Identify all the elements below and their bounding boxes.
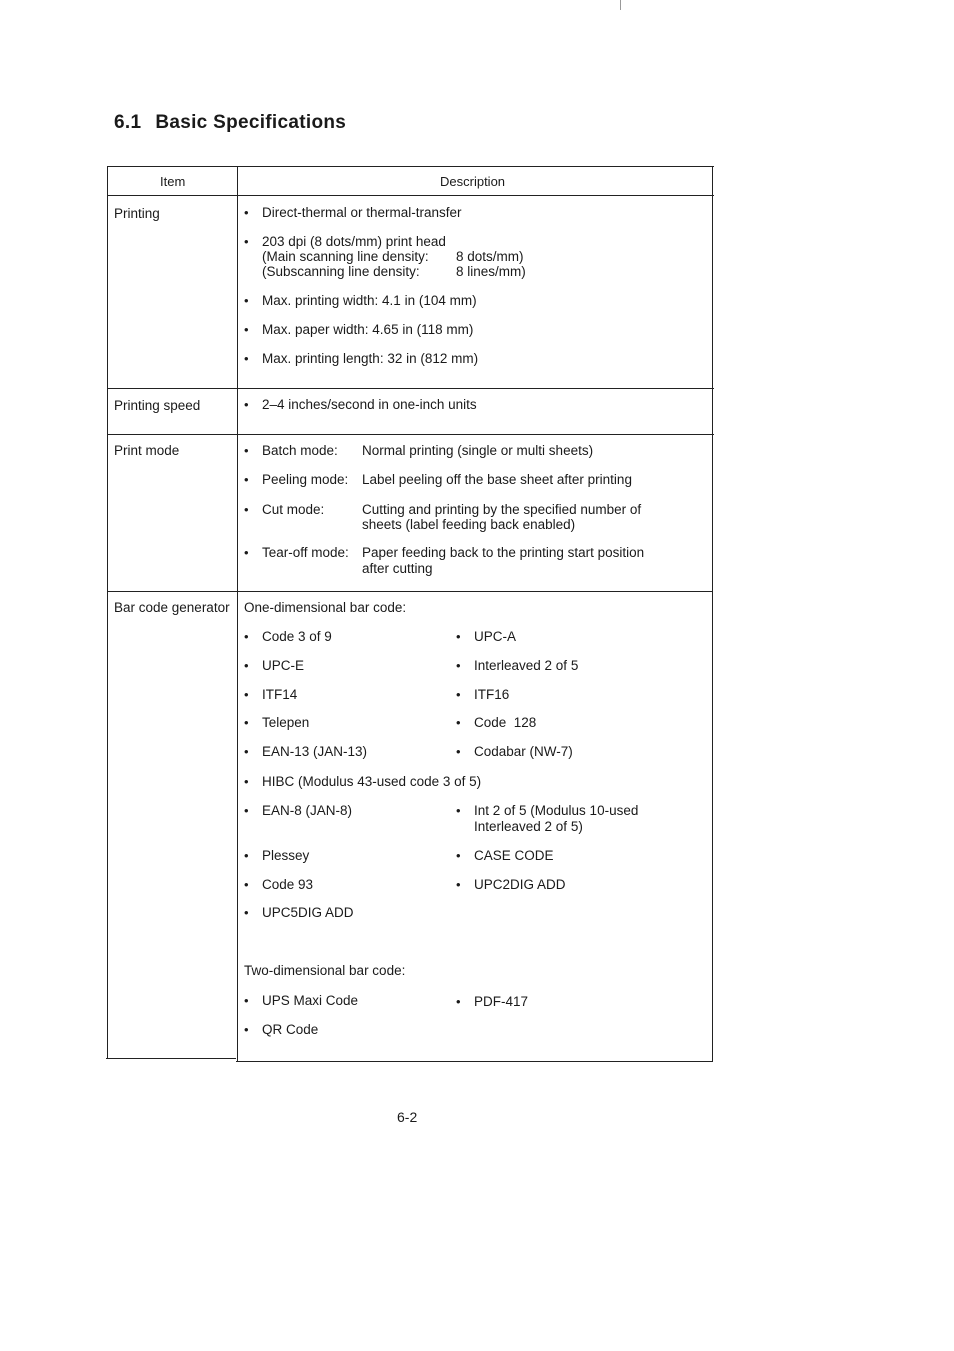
bullet: • <box>456 994 461 1009</box>
list-item-detail: (Main scanning line density: <box>262 249 429 264</box>
bullet: • <box>456 658 461 673</box>
bullet: • <box>456 877 461 892</box>
barcode-item: EAN-8 (JAN-8) <box>262 803 353 818</box>
bullet: • <box>456 803 461 818</box>
table-border-top <box>108 166 714 167</box>
header-item: Item <box>160 174 186 189</box>
item-bar-code-generator: Bar code generator <box>114 600 230 615</box>
barcode-item: HIBC (Modulus 43-used code 3 of 5) <box>262 774 482 789</box>
list-item: 2–4 inches/second in one-inch units <box>262 397 477 412</box>
one-d-heading: One-dimensional bar code: <box>244 600 407 615</box>
bullet: • <box>456 715 461 730</box>
row-divider <box>107 591 713 592</box>
section-title <box>114 112 346 134</box>
list-item: 203 dpi (8 dots/mm) print head <box>262 234 446 249</box>
barcode-item: UPC2DIG ADD <box>474 877 566 892</box>
bullet: • <box>244 687 249 702</box>
barcode-item: Code 93 <box>262 877 314 892</box>
list-item: Direct-thermal or thermal-transfer <box>262 205 462 220</box>
barcode-item: Telepen <box>262 715 310 730</box>
mode-description: Cutting and printing by the specified number of <box>362 502 642 517</box>
section-title-text: Basic Specifications <box>155 112 347 133</box>
table-border-left <box>107 166 108 1059</box>
barcode-item: UPC-E <box>262 658 305 673</box>
list-item-detail: (Subscanning line density: <box>262 264 420 279</box>
mode-label: Cut mode: <box>262 502 325 517</box>
mode-description: Paper feeding back to the printing start position <box>362 545 645 560</box>
bullet: • <box>244 293 249 308</box>
bullet: • <box>456 848 461 863</box>
bullet: • <box>244 322 249 337</box>
row-divider <box>108 434 714 435</box>
bullet: • <box>456 744 461 759</box>
item-print-mode: Print mode <box>114 443 180 458</box>
bullet: • <box>244 205 249 220</box>
barcode-item: CASE CODE <box>474 848 554 863</box>
table-border-bottom <box>236 1061 712 1062</box>
mode-description: sheets (label feeding back enabled) <box>362 517 576 532</box>
barcode-item: PDF-417 <box>474 994 529 1009</box>
list-item-detail: 8 lines/mm) <box>456 264 526 279</box>
bullet: • <box>244 629 249 644</box>
list-item-detail: 8 dots/mm) <box>456 249 524 264</box>
bullet: • <box>244 744 249 759</box>
barcode-item: ITF14 <box>262 687 298 702</box>
bullet: • <box>244 993 249 1008</box>
bullet: • <box>456 629 461 644</box>
bullet: • <box>244 397 249 412</box>
row-divider <box>108 388 714 389</box>
table-border-bottom <box>106 1058 236 1059</box>
spec-table <box>106 166 712 1060</box>
column-divider <box>237 166 238 1061</box>
bullet: • <box>456 687 461 702</box>
bullet: • <box>244 774 249 789</box>
mode-description: after cutting <box>362 561 433 576</box>
header-divider <box>108 195 714 196</box>
list-item: Max. printing width: 4.1 in (104 mm) <box>262 293 477 308</box>
bullet: • <box>244 848 249 863</box>
bullet: • <box>244 351 249 366</box>
header-description: Description <box>440 174 506 189</box>
list-item: Max. paper width: 4.65 in (118 mm) <box>262 322 474 337</box>
bullet: • <box>244 715 249 730</box>
item-printing: Printing <box>114 206 160 221</box>
scan-mark <box>620 0 621 10</box>
barcode-item: QR Code <box>262 1022 319 1037</box>
barcode-item: Code 3 of 9 <box>262 629 332 644</box>
mode-label: Batch mode: <box>262 443 338 458</box>
barcode-item: Codabar (NW-7) <box>474 744 573 759</box>
barcode-item: UPC-A <box>474 629 517 644</box>
two-d-heading: Two-dimensional bar code: <box>244 963 406 978</box>
barcode-item: Code 128 <box>474 715 537 730</box>
mode-description: Label peeling off the base sheet after printing <box>362 472 632 487</box>
bullet: • <box>244 234 249 249</box>
barcode-item: Plessey <box>262 848 310 863</box>
list-item: Max. printing length: 32 in (812 mm) <box>262 351 479 366</box>
bullet: • <box>244 472 249 487</box>
bullet: • <box>244 1022 249 1037</box>
barcode-item-detail: Interleaved 2 of 5) <box>474 819 583 834</box>
item-printing-speed: Printing speed <box>114 398 201 413</box>
barcode-item: EAN-13 (JAN-13) <box>262 744 368 759</box>
bullet: • <box>244 658 249 673</box>
barcode-item: Interleaved 2 of 5 <box>474 658 579 673</box>
bullet: • <box>244 545 249 560</box>
mode-label: Peeling mode: <box>262 472 349 487</box>
mode-description: Normal printing (single or multi sheets) <box>362 443 594 458</box>
bullet: • <box>244 877 249 892</box>
bullet: • <box>244 905 249 920</box>
bullet: • <box>244 443 249 458</box>
page-number: 6-2 <box>397 1109 418 1125</box>
bullet: • <box>244 502 249 517</box>
table-border-right <box>712 166 713 1062</box>
barcode-item: ITF16 <box>474 687 510 702</box>
barcode-item: UPC5DIG ADD <box>262 905 354 920</box>
barcode-item: UPS Maxi Code <box>262 993 359 1008</box>
mode-label: Tear-off mode: <box>262 545 349 560</box>
section-number: 6.1 <box>114 112 142 133</box>
barcode-item: Int 2 of 5 (Modulus 10-used <box>474 803 639 818</box>
bullet: • <box>244 803 249 818</box>
